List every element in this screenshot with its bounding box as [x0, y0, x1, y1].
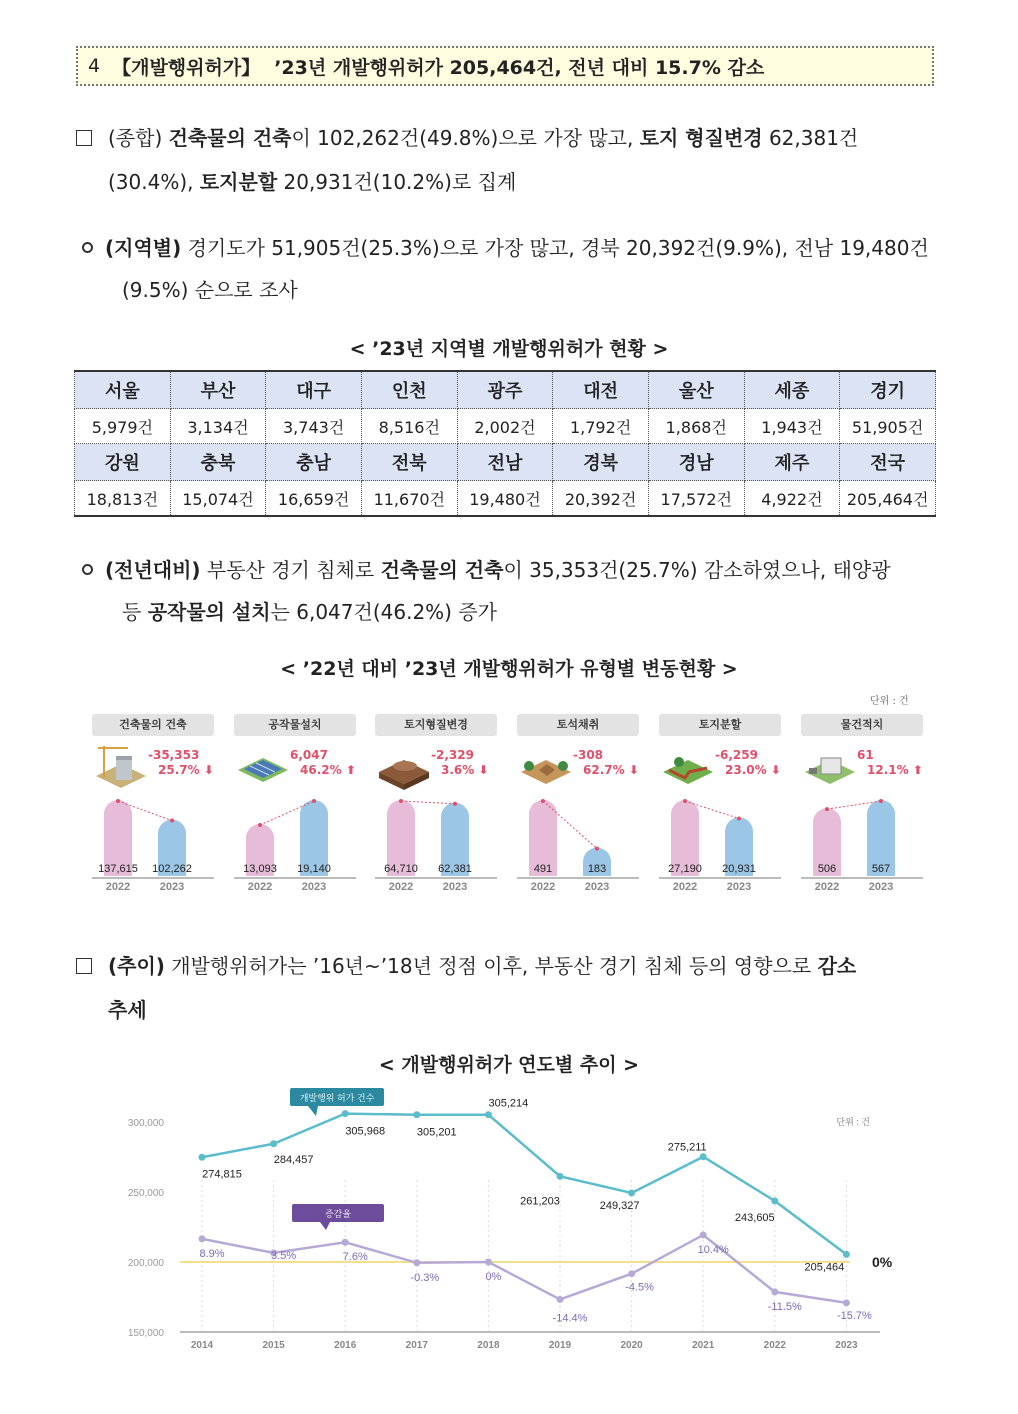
count-point	[342, 1110, 349, 1117]
point-2023	[312, 799, 316, 803]
value-label-2023: 20,931	[722, 863, 756, 875]
count-label: 261,203	[520, 1195, 560, 1208]
type-card	[801, 710, 923, 894]
rate-point	[485, 1259, 492, 1266]
card-rate: 3.6%	[441, 763, 475, 777]
yoy-tag: (전년대비)	[105, 558, 201, 582]
x-tick-label: 2022	[763, 1340, 786, 1351]
table-header-cell: 인천	[361, 371, 457, 409]
card-delta	[144, 748, 214, 778]
rate-label: 0%	[485, 1271, 502, 1283]
section-headline: ’23년 개발행위허가 205,464건, 전년 대비 15.7% 감소	[274, 56, 765, 79]
value-label-2023: 102,262	[152, 863, 192, 875]
section-bracket-label: 【개발행위허가】	[112, 56, 261, 79]
trend-line-chart	[120, 1080, 893, 1360]
table-header-cell: 경남	[648, 444, 744, 481]
table-header-cell: 세종	[744, 371, 840, 409]
x-tick-label: 2020	[620, 1340, 643, 1351]
table-header-cell: 충북	[170, 444, 266, 481]
table-row	[75, 481, 936, 517]
table-cell: 3,743건	[266, 409, 362, 444]
table-header-row	[75, 444, 936, 481]
yoy-text-4: 는 6,047건(46.2%) 증가	[270, 600, 497, 624]
count-label: 274,815	[202, 1168, 242, 1181]
table-header-cell: 전국	[840, 444, 936, 481]
rate-point	[199, 1235, 206, 1242]
x-tick-label: 2017	[405, 1340, 428, 1351]
point-2023	[170, 819, 174, 823]
point-2022	[258, 823, 262, 827]
summary-line-2	[108, 160, 516, 204]
y-tick-label: 300,000	[127, 1118, 164, 1129]
value-label-2022: 13,093	[243, 863, 277, 875]
summary-line-1	[76, 116, 858, 160]
rate-point	[700, 1231, 707, 1238]
count-label: 249,327	[599, 1199, 640, 1212]
table-cell: 16,659건	[266, 481, 362, 517]
type-card	[92, 710, 214, 894]
card-bar-chart	[92, 792, 214, 894]
card-change: -35,353	[148, 748, 200, 762]
table-cell: 19,480건	[457, 481, 553, 517]
year-label: 2023	[868, 881, 894, 893]
rate-point	[628, 1270, 635, 1277]
year-label: 2022	[530, 881, 556, 893]
regional-text-1: 경기도가 51,905건(25.3%)으로 가장 많고, 경북 20,392건(9.9%), 전남 19,480건	[187, 236, 929, 260]
card-delta	[711, 748, 781, 778]
rate-label: 8.9%	[199, 1247, 225, 1260]
x-tick-label: 2021	[692, 1340, 715, 1351]
table-cell: 4,922건	[744, 481, 840, 517]
type-card	[517, 710, 639, 894]
count-point	[771, 1197, 778, 1204]
rate-label: 3.5%	[271, 1249, 297, 1262]
rate-label: 7.6%	[342, 1251, 368, 1264]
table-cell: 1,943건	[744, 409, 840, 444]
point-2023	[453, 802, 457, 806]
regional-line-1	[82, 226, 929, 270]
value-label-2022: 64,710	[384, 863, 418, 875]
table-header-cell: 제주	[744, 444, 840, 481]
x-tick-label: 2018	[477, 1340, 500, 1351]
year-label: 2023	[584, 881, 610, 893]
count-label: 243,605	[734, 1211, 775, 1224]
point-2022	[683, 799, 687, 803]
count-label: 305,201	[416, 1126, 457, 1139]
card-title: 토지분할	[659, 714, 781, 736]
table-row	[75, 409, 936, 444]
circle-bullet-icon	[82, 242, 93, 253]
land-division-icon	[659, 742, 717, 792]
down-arrow-icon: ⬇	[770, 763, 781, 777]
table-cell: 11,670건	[361, 481, 457, 517]
card-change: 6,047	[290, 748, 328, 762]
solar-panel-icon	[234, 742, 292, 792]
yoy-text-1: 부동산 경기 침체로	[206, 558, 375, 582]
table-caption: < ’23년 지역별 개발행위허가 현황 >	[349, 338, 669, 360]
table-cell: 20,392건	[553, 481, 649, 517]
summary-text-4: 20,931건(10.2%)로 집계	[283, 170, 517, 194]
card-change: -6,259	[715, 748, 758, 762]
card-title: 물건적치	[801, 714, 923, 736]
yoy-bold-2: 공작물의 설치	[147, 600, 271, 624]
count-series-line	[202, 1114, 846, 1255]
trend-chart-caption: < 개발행위허가 연도별 추이 >	[378, 1054, 640, 1076]
card-title: 토지형질변경	[375, 714, 497, 736]
trend-line-2: 추세	[108, 998, 147, 1022]
rate-point	[342, 1239, 349, 1246]
count-legend-label: 개발행위 허가 건수	[299, 1093, 375, 1103]
card-bar-chart	[801, 792, 923, 894]
table-cell: 17,572건	[648, 481, 744, 517]
count-point	[199, 1154, 206, 1161]
quarry-icon	[517, 742, 575, 792]
x-tick-label: 2014	[190, 1340, 214, 1351]
card-change: -308	[573, 748, 604, 762]
card-bar-chart	[517, 792, 639, 894]
x-tick-label: 2016	[334, 1340, 357, 1351]
trend-tag: (추이)	[108, 954, 165, 978]
year-label: 2023	[442, 881, 468, 893]
table-cell: 18,813건	[75, 481, 171, 517]
summary-bold-3: 토지분할	[199, 170, 278, 194]
material-storage-icon	[801, 742, 859, 792]
card-rate: 62.7%	[583, 763, 625, 777]
year-label: 2023	[301, 881, 327, 893]
table-header-row	[75, 371, 936, 409]
table-cell: 3,134건	[170, 409, 266, 444]
point-2023	[595, 847, 599, 851]
table-cell: 1,792건	[553, 409, 649, 444]
count-point	[700, 1153, 707, 1160]
year-label: 2023	[159, 881, 185, 893]
value-label-2022: 491	[533, 863, 553, 875]
circle-bullet-icon	[82, 564, 93, 575]
regional-tag: (지역별)	[105, 236, 182, 260]
card-title: 건축물의 건축	[92, 714, 214, 736]
rate-label: -14.4%	[552, 1312, 588, 1325]
year-label: 2022	[672, 881, 698, 893]
x-tick-label: 2019	[548, 1340, 572, 1351]
table-header-cell: 부산	[170, 371, 266, 409]
value-label-2022: 137,615	[98, 863, 138, 875]
table-cell: 205,464건	[840, 481, 936, 517]
value-label-2022: 506	[817, 863, 837, 875]
table-cell: 15,074건	[170, 481, 266, 517]
rate-series-line	[202, 1235, 846, 1303]
year-label: 2022	[814, 881, 840, 893]
point-2022	[825, 807, 829, 811]
count-point	[557, 1173, 564, 1180]
table-cell: 5,979건	[75, 409, 171, 444]
count-legend-pointer	[308, 1106, 318, 1116]
point-2023	[879, 799, 883, 803]
count-point	[843, 1251, 850, 1258]
up-arrow-icon: ⬆	[912, 763, 923, 777]
card-change: -2,329	[431, 748, 474, 762]
regional-line-2	[122, 268, 298, 312]
rate-label: -15.7%	[836, 1309, 872, 1322]
table-header-cell: 충남	[266, 444, 362, 481]
rate-label: 10.4%	[697, 1243, 729, 1256]
card-delta	[853, 748, 923, 778]
count-point	[628, 1189, 635, 1196]
rate-point	[843, 1299, 850, 1306]
rate-point	[413, 1259, 420, 1266]
type-chart-caption: < ’22년 대비 ’23년 개발행위허가 유형별 변동현황 >	[280, 658, 738, 680]
card-delta	[286, 748, 356, 778]
table-header-cell: 울산	[648, 371, 744, 409]
type-card	[234, 710, 356, 894]
x-tick-label: 2023	[835, 1340, 858, 1351]
rate-label: -0.3%	[410, 1271, 440, 1284]
yoy-bold-1: 건축물의 건축	[380, 558, 504, 582]
table-header-cell: 광주	[457, 371, 553, 409]
value-label-2023: 62,381	[438, 863, 472, 875]
table-header-cell: 대구	[266, 371, 362, 409]
type-card	[375, 710, 497, 894]
summary-text-3: (30.4%),	[108, 170, 194, 194]
y-tick-label: 150,000	[127, 1328, 164, 1339]
count-label: 284,457	[273, 1153, 314, 1166]
table-header-cell: 서울	[75, 371, 171, 409]
rate-legend-label: 증감율	[324, 1209, 352, 1219]
card-bar-chart	[375, 792, 497, 894]
card-rate: 23.0%	[725, 763, 767, 777]
summary-text-1: 이 102,262건(49.8%)으로 가장 많고,	[291, 126, 634, 150]
land-form-change-icon	[375, 742, 433, 792]
trend-text-1: 개발행위허가는 ’16년~’18년 정점 이후, 부동산 경기 침체 등의 영향으로	[171, 954, 812, 978]
y-tick-label: 200,000	[127, 1258, 164, 1269]
down-arrow-icon: ⬇	[628, 763, 639, 777]
table-cell: 2,002건	[457, 409, 553, 444]
point-2022	[541, 799, 545, 803]
type-chart-unit: 단위 : 건	[870, 696, 909, 707]
year-label: 2022	[388, 881, 414, 893]
table-header-cell: 대전	[553, 371, 649, 409]
yoy-line-1	[82, 548, 891, 592]
value-label-2022: 27,190	[668, 863, 702, 875]
square-bullet-icon	[76, 958, 92, 974]
trend-line-1	[76, 944, 856, 988]
rate-point	[557, 1296, 564, 1303]
down-arrow-icon: ⬇	[203, 763, 214, 777]
count-point	[485, 1111, 492, 1118]
card-rate: 12.1%	[867, 763, 909, 777]
summary-bold-1: 건축물의 건축	[168, 126, 292, 150]
year-label: 2023	[726, 881, 752, 893]
count-label: 305,968	[345, 1125, 386, 1138]
table-cell: 8,516건	[361, 409, 457, 444]
trend-bold-1: 감소	[817, 954, 857, 978]
up-arrow-icon: ⬆	[345, 763, 356, 777]
table-header-cell: 전남	[457, 444, 553, 481]
card-bar-chart	[234, 792, 356, 894]
card-title: 공작물설치	[234, 714, 356, 736]
table-cell: 51,905건	[840, 409, 936, 444]
trend-unit-label: 단위 : 건	[836, 1117, 870, 1127]
count-label: 305,214	[488, 1097, 529, 1110]
section-number: 4	[88, 55, 101, 77]
yoy-line-2	[122, 590, 497, 634]
count-point	[413, 1111, 420, 1118]
y-tick-label: 250,000	[127, 1188, 164, 1199]
value-label-2023: 183	[587, 863, 607, 875]
card-delta	[569, 748, 639, 778]
zero-label: 0%	[872, 1254, 893, 1270]
year-label: 2022	[105, 881, 131, 893]
point-2022	[116, 799, 120, 803]
count-label: 205,464	[804, 1261, 845, 1274]
point-2022	[399, 799, 403, 803]
rate-label: -11.5%	[767, 1300, 802, 1313]
yoy-text-2: 이 35,353건(25.7%) 감소하였으나, 태양광	[503, 558, 891, 582]
card-title: 토석채취	[517, 714, 639, 736]
card-rate: 46.2%	[300, 763, 342, 777]
summary-tag: (종합)	[108, 126, 163, 150]
table-cell: 1,868건	[648, 409, 744, 444]
x-tick-label: 2015	[262, 1340, 285, 1351]
point-2023	[737, 816, 741, 820]
summary-bold-2: 토지 형질변경	[639, 126, 763, 150]
value-label-2023: 19,140	[297, 863, 331, 875]
card-bar-chart	[659, 792, 781, 894]
card-change: 61	[857, 748, 874, 762]
count-point	[270, 1140, 277, 1147]
table-header-cell: 경기	[840, 371, 936, 409]
rate-label: -4.5%	[625, 1281, 654, 1294]
count-label: 275,211	[667, 1141, 707, 1154]
building-construction-icon	[92, 742, 150, 792]
regional-table	[74, 370, 936, 517]
summary-text-2: 62,381건	[768, 126, 859, 150]
square-bullet-icon	[76, 130, 92, 146]
down-arrow-icon: ⬇	[478, 763, 489, 777]
table-header-cell: 전북	[361, 444, 457, 481]
section-title-bar	[76, 46, 934, 86]
value-label-2023: 567	[871, 863, 891, 875]
table-header-cell: 경북	[553, 444, 649, 481]
card-delta	[427, 748, 497, 778]
rate-point	[771, 1288, 778, 1295]
table-header-cell: 강원	[75, 444, 171, 481]
rate-legend-pointer	[320, 1222, 330, 1230]
yoy-text-3: 등	[122, 600, 142, 624]
year-label: 2022	[247, 881, 273, 893]
type-card	[659, 710, 781, 894]
regional-text-2: (9.5%) 순으로 조사	[122, 278, 298, 302]
card-rate: 25.7%	[158, 763, 200, 777]
